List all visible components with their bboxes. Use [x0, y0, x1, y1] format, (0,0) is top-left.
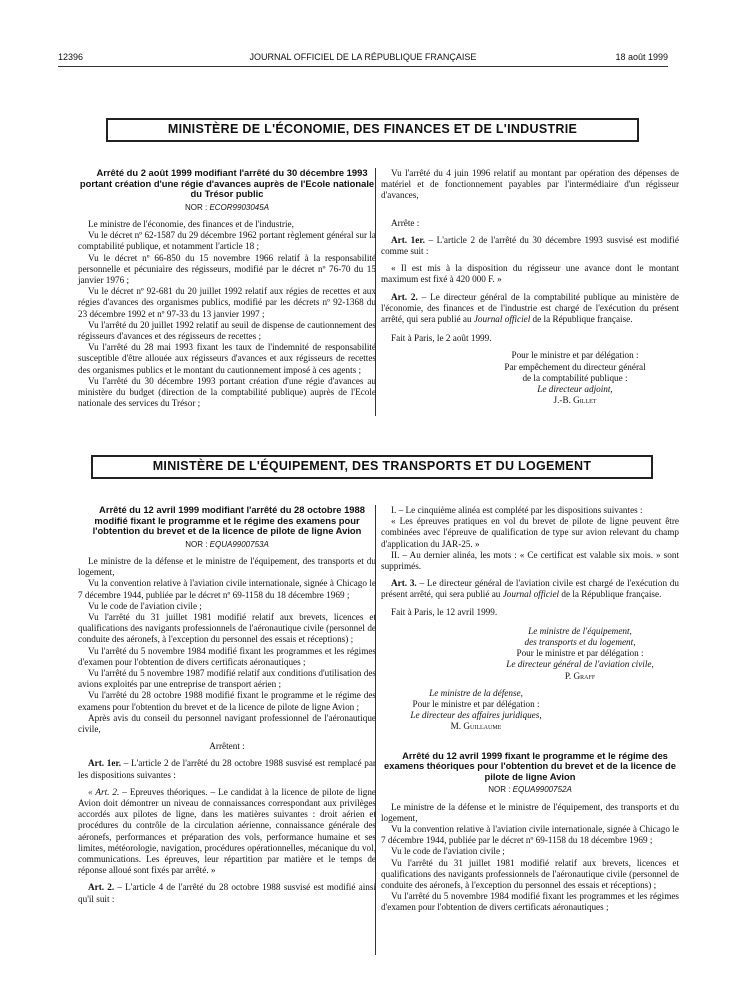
- signature-block-defense: Le ministre de la défense, Pour le ministre et par délégation : Le directeur des affaires juridiques, M. Guillaume: [410, 687, 542, 732]
- paragraph: Vu l'arrêté du 31 juillet 1981 modifié relatif aux brevets, licences et qualifications des navigants professionnels de l'aéronautique civile (personnel de conduite des aéronefs, à l'exception du personnel des essais et réceptions) ;: [381, 857, 679, 891]
- nor-reference: NOR : ECOR9903045A: [184, 202, 270, 212]
- paragraph: Vu l'arrêté du 28 octobre 1988 modifié fixant le programme et le régime des examens pour l'obtention du brevet et de la licence de pilote de ligne Avion ;: [78, 690, 376, 712]
- paragraph: Vu le code de l'aviation civile ;: [391, 846, 505, 857]
- paragraph: Vu l'arrêté du 20 juillet 1992 relatif au seuil de dispense de cautionnement des régisseurs d'avances et des régisseurs de recettes ;: [78, 319, 376, 342]
- article-1: Art. 1er. – L'article 2 de l'arrêté du 30 décembre 1993 susvisé est modifié comme suit :: [381, 234, 679, 257]
- journal-title: JOURNAL OFFICIEL DE LA RÉPUBLIQUE FRANÇAISE: [249, 52, 477, 62]
- decree-examens-theoriques: [381, 751, 679, 914]
- article-1: Art. 1er. – L'article 2 de l'arrêté du 28 octobre 1988 susvisé est remplacé par les dispositions suivantes :: [78, 758, 376, 780]
- paragraph: Après avis du conseil du personnel navigant professionnel de l'aéronautique civile,: [78, 712, 376, 735]
- paragraph: I. – Le cinquième alinéa est complété par les dispositions suivantes :: [391, 505, 643, 515]
- header-rule: [58, 66, 668, 67]
- article-2: Art. 2. – L'article 4 de l'arrêté du 28 octobre 1988 susvisé est modifié ainsi qu'il suit :: [78, 882, 376, 904]
- decree-title: Arrêté du 12 avril 1999 modifiant l'arrêté du 28 octobre 1988 modifié fixant le programme et le régime des examens pour l'obtention du brevet et de la licence de pilote de ligne Avion: [92, 504, 365, 537]
- paragraph: Le ministre de l'économie, des finances et de l'industrie,: [88, 218, 294, 229]
- paragraph: Vu l'arrêté du 5 novembre 1984 modifié fixant les programmes et les régimes d'examen pour l'obtention de divers certificats aéronautiques ;: [381, 891, 679, 913]
- decree-title: Arrêté du 2 août 1999 modifiant l'arrêté du 30 décembre 1993 portant création d'une régie d'avances auprès de l'Ecole nationale du Trésor public: [79, 167, 375, 200]
- arretent-heading: Arrêtent :: [209, 741, 245, 752]
- decree-economie-left: [78, 168, 376, 409]
- paragraph: Vu l'arrêté du 4 juin 1996 relatif au montant par opération des dépenses de matériel et de fonctionnement payables par l'intermédiaire d'un régisseur d'avances,: [381, 168, 679, 201]
- paragraph: Le ministre de la défense et le ministre de l'équipement, des transports et du logement,: [78, 555, 376, 578]
- issue-date: 18 août 1999: [615, 52, 668, 62]
- paragraph: Vu l'arrêté du 5 novembre 1987 modifié relatif aux conditions d'utilisation des avions exploités par une entreprise de transport aérien ;: [78, 668, 376, 690]
- article-2: Art. 2. – Le directeur général de la comptabilité publique au ministère de l'économie, des finances et de l'industrie est chargé de l'exécution du présent arrêté, qui sera publié au Journal officiel de la République française.: [381, 291, 679, 325]
- nor-reference: NOR : EQUA9900752A: [488, 785, 572, 795]
- paragraph: Vu le décret nº 62-1587 du 29 décembre 1962 portant règlement général sur la comptabilité publique, et notamment l'article 18 ;: [78, 230, 376, 252]
- paragraph: « Les épreuves pratiques en vol du brevet de pilote de ligne peuvent être combinées avec l'épreuve de qualification de type sur avion relevant du champ d'application du JAR-25. »: [381, 516, 679, 549]
- paragraph: Vu le code de l'aviation civile ;: [88, 600, 202, 611]
- signature-date: Fait à Paris, le 2 août 1999.: [391, 333, 492, 344]
- article-1-quote: « Il est mis à la disposition du régisseur une avance dont le montant maximum est fixé à 420 000 F. »: [381, 263, 679, 285]
- paragraph: Vu l'arrêté du 31 juillet 1981 modifié relatif aux brevets, licences et qualifications des navigants professionnels de l'aéronautique civile (personnel de conduite des aéronefs, à l'exception du personnel des essais et réceptions) ;: [78, 612, 376, 645]
- ministry-banner-economie: MINISTÈRE DE L'ÉCONOMIE, DES FINANCES ET DE L'INDUSTRIE: [106, 118, 639, 142]
- signature-date: Fait à Paris, le 12 avril 1999.: [391, 606, 498, 617]
- paragraph: Vu la convention relative à l'aviation civile internationale, signée à Chicago le 7 décembre 1944, publiée par le décret nº 69-1158 du 18 décembre 1969 ;: [381, 824, 679, 846]
- paragraph: II. – Au dernier alinéa, les mots : « Ce certificat est valable six mois. » sont supprimés.: [381, 549, 679, 572]
- paragraph: Vu l'arrêté du 28 mai 1993 fixant les taux de l'indemnité de responsabilité susceptible d'être allouée aux régisseurs d'avances et aux régisseurs de recettes des organismes publics et le montant du cautionnement imposé à ces agents ;: [78, 342, 376, 375]
- decree-equipement-left: [78, 505, 376, 905]
- article-3: Art. 3. – Le directeur général de l'aviation civile est chargé de l'exécution du présent arrêté, qui sera publié au Journal officiel de la République française.: [381, 578, 679, 600]
- decree-economie-right: [381, 168, 679, 406]
- paragraph: Vu l'arrêté du 5 novembre 1984 modifié fixant les programmes et les régimes d'examen pour l'obtention de divers certificats aéronautiques ;: [78, 645, 376, 667]
- decree-title: Arrêté du 12 avril 1999 fixant le programme et le régime des examens théoriques pour l'obtention du brevet et de la licence de pilote de ligne Avion: [384, 749, 676, 782]
- paragraph: Vu la convention relative à l'aviation civile internationale, signée à Chicago le 7 décembre 1944, publiée par le décret nº 69-1158 du 18 décembre 1969 ;: [78, 578, 376, 600]
- nor-reference: NOR : EQUA9900753A: [185, 539, 269, 549]
- paragraph: Vu le décret nº 66-850 du 15 novembre 1966 relatif à la responsabilité personnelle et pécuniaire des régisseurs, modifié par le décret nº 76-70 du 15 janvier 1976 ;: [78, 252, 376, 285]
- page-number: 12396: [58, 52, 84, 62]
- signature-block: Pour le ministre et par délégation : Par empêchement du directeur général de la comptabilité publique : Le directeur adjoint, J.-B. Gillet: [504, 350, 646, 406]
- article-1-quote: « Art. 2. – Epreuves théoriques. – Le candidat à la licence de pilote de ligne Avion doit démontrer un niveau de connaissances correspondant aux privilèges accordés aux pilotes de ligne, dans les matières suivantes : droit aérien et procédures du contrôle de la circulation aérienne, connaissance générale des aéronefs, performances et préparation des vols, performance humaine et ses limites, météorologie, navigation, procédures opérationnelles, mécanique du vol, communications. Les épreuves, leur répartition par matière et le temps de réponse alloué sont fixés par arrêté. »: [78, 786, 376, 876]
- paragraph: Le ministre de la défense et le ministre de l'équipement, des transports et du logement,: [381, 801, 679, 823]
- decree-equipement-right: [381, 505, 679, 914]
- signature-block-equipement: Le ministre de l'équipement, des transports et du logement, Pour le ministre et par délégation : Le directeur général de l'aviation civile, P. Graff: [506, 625, 654, 681]
- arrete-heading: Arrête :: [391, 217, 420, 228]
- ministry-banner-equipement: MINISTÈRE DE L'ÉQUIPEMENT, DES TRANSPORTS ET DU LOGEMENT: [91, 455, 653, 479]
- paragraph: Vu l'arrêté du 30 décembre 1993 portant création d'une régie d'avances au ministère du budget (direction de la comptabilité publique) auprès de l'Ecole nationale des services du Trésor ;: [78, 375, 376, 409]
- paragraph: Vu le décret nº 92-681 du 20 juillet 1992 relatif aux régies de recettes et aux régies d'avances des organismes publics, modifié par les décrets nº 92-1368 du 23 décembre 1992 et nº 97-33 du 13 janvier 1997 ;: [78, 286, 376, 319]
